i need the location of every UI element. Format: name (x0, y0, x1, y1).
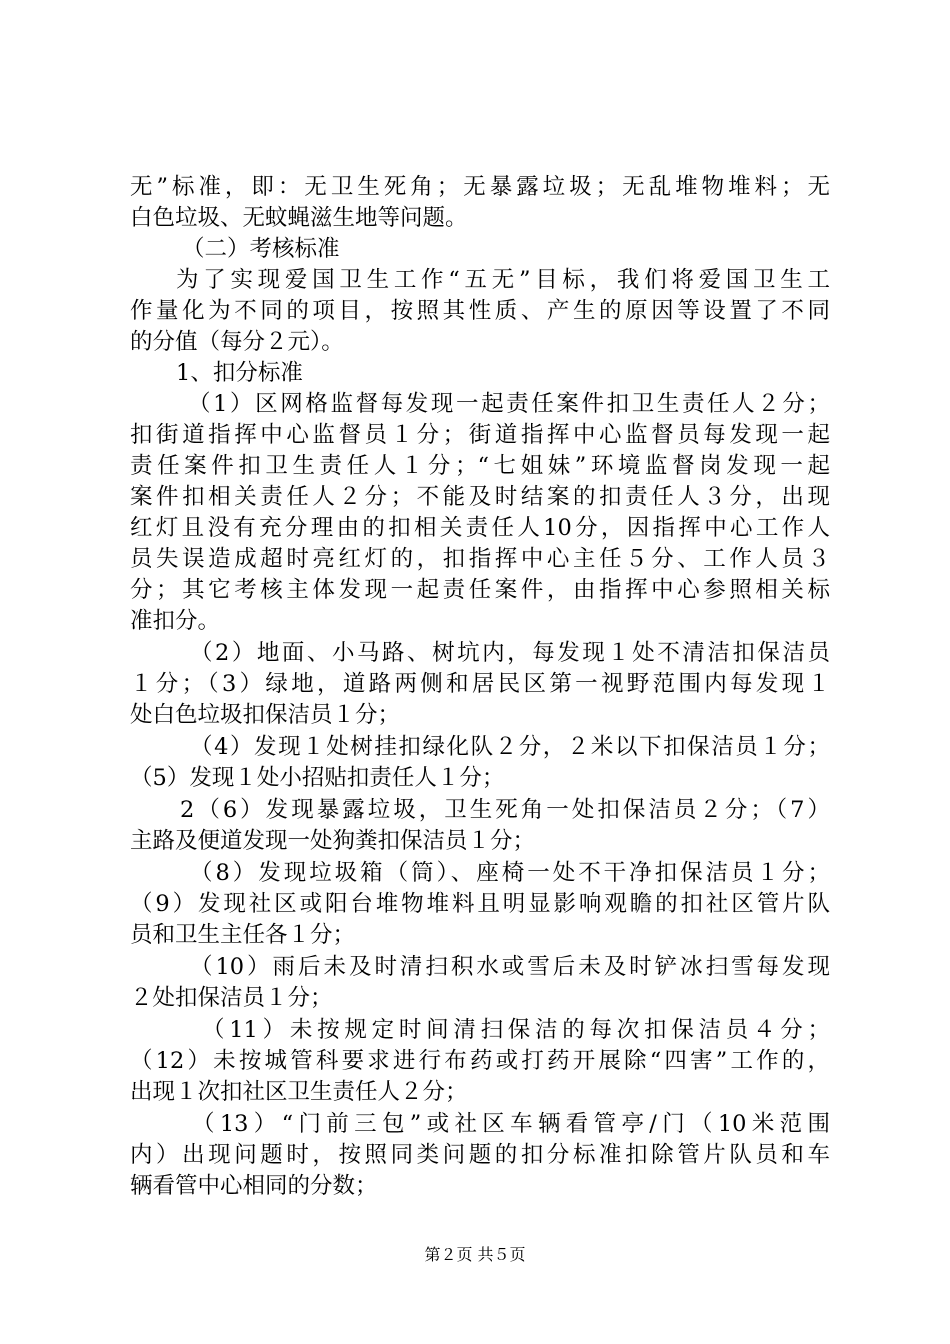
body-line: （5）发现１处小招贴扣责任人１分； (130, 765, 505, 791)
body-line: （8）发现垃圾箱（筒）、座椅一处不干净扣保洁员１分； (190, 860, 830, 886)
body-line: 2（6）发现暴露垃圾，卫生死角一处扣保洁员２分；（7） (180, 797, 830, 823)
body-line: 白色垃圾、无蚊蝇滋生地等问题。 (130, 205, 468, 231)
body-line: （9）发现社区或阳台堆物堆料且明显影响观瞻的扣社区管片队 (130, 891, 830, 917)
body-line: 员失误造成超时亮红灯的，扣指挥中心主任５分、工作人员３ (130, 546, 830, 572)
body-line: 无”标准，即：无卫生死角；无暴露垃圾；无乱堆物堆料；无 (130, 174, 830, 200)
body-line: ２处扣保洁员１分； (130, 985, 333, 1011)
body-line: 扣街道指挥中心监督员１分；街道指挥中心监督员每发现一起 (130, 422, 830, 448)
body-line: 分；其它考核主体发现一起责任案件，由指挥中心参照相关标 (130, 577, 830, 603)
body-line: （11）未按规定时间清扫保洁的每次扣保洁员４分； (202, 1017, 830, 1043)
body-line: 内）出现问题时，按照同类问题的扣分标准扣除管片队员和车 (130, 1142, 830, 1168)
body-line: 红灯且没有充分理由的扣相关责任人10分，因指挥中心工作人 (130, 515, 830, 541)
body-line: 出现１次扣社区卫生责任人２分； (130, 1079, 468, 1105)
body-line: （13）“门前三包”或社区车辆看管亭/门（10米范围 (192, 1111, 830, 1137)
body-line: 员和卫生主任各１分； (130, 922, 356, 948)
body-line: （12）未按城管科要求进行布药或打药开展除“四害”工作的， (130, 1048, 830, 1074)
body-line: （2）地面、小马路、树坑内，每发现１处不清洁扣保洁员 (190, 640, 830, 666)
body-line: 的分值（每分２元）。 (130, 329, 344, 355)
body-line: 案件扣相关责任人２分；不能及时结案的扣责任人３分，出现 (130, 484, 830, 510)
body-line: 准扣分。 (130, 608, 221, 634)
body-line: （1）区网格监督每发现一起责任案件扣卫生责任人２分； (188, 391, 830, 417)
body-line: 作量化为不同的项目，按照其性质、产生的原因等设置了不同 (130, 298, 830, 324)
body-line: 主路及便道发现一处狗粪扣保洁员１分； (130, 828, 536, 854)
body-line: 责任案件扣卫生责任人１分；“七姐妹”环境监督岗发现一起 (130, 453, 830, 479)
body-line: （4）发现１处树挂扣绿化队２分，２米以下扣保洁员１分； (190, 734, 830, 760)
body-line: 为了实现爱国卫生工作“五无”目标，我们将爱国卫生工 (176, 267, 830, 293)
section-heading: （二）考核标准 (182, 236, 340, 262)
body-line: １分；（3）绿地，道路两侧和居民区第一视野范围内每发现１ (130, 671, 830, 697)
body-line: 辆看管中心相同的分数； (130, 1173, 378, 1199)
page-footer: 第２页 共５页 (424, 1245, 526, 1264)
body-line: 处白色垃圾扣保洁员１分； (130, 702, 401, 728)
body-line: （10）雨后未及时清扫积水或雪后未及时铲冰扫雪每发现 (190, 954, 830, 980)
document-body (130, 172, 830, 1202)
subsection-heading: 1、扣分标准 (176, 360, 303, 386)
